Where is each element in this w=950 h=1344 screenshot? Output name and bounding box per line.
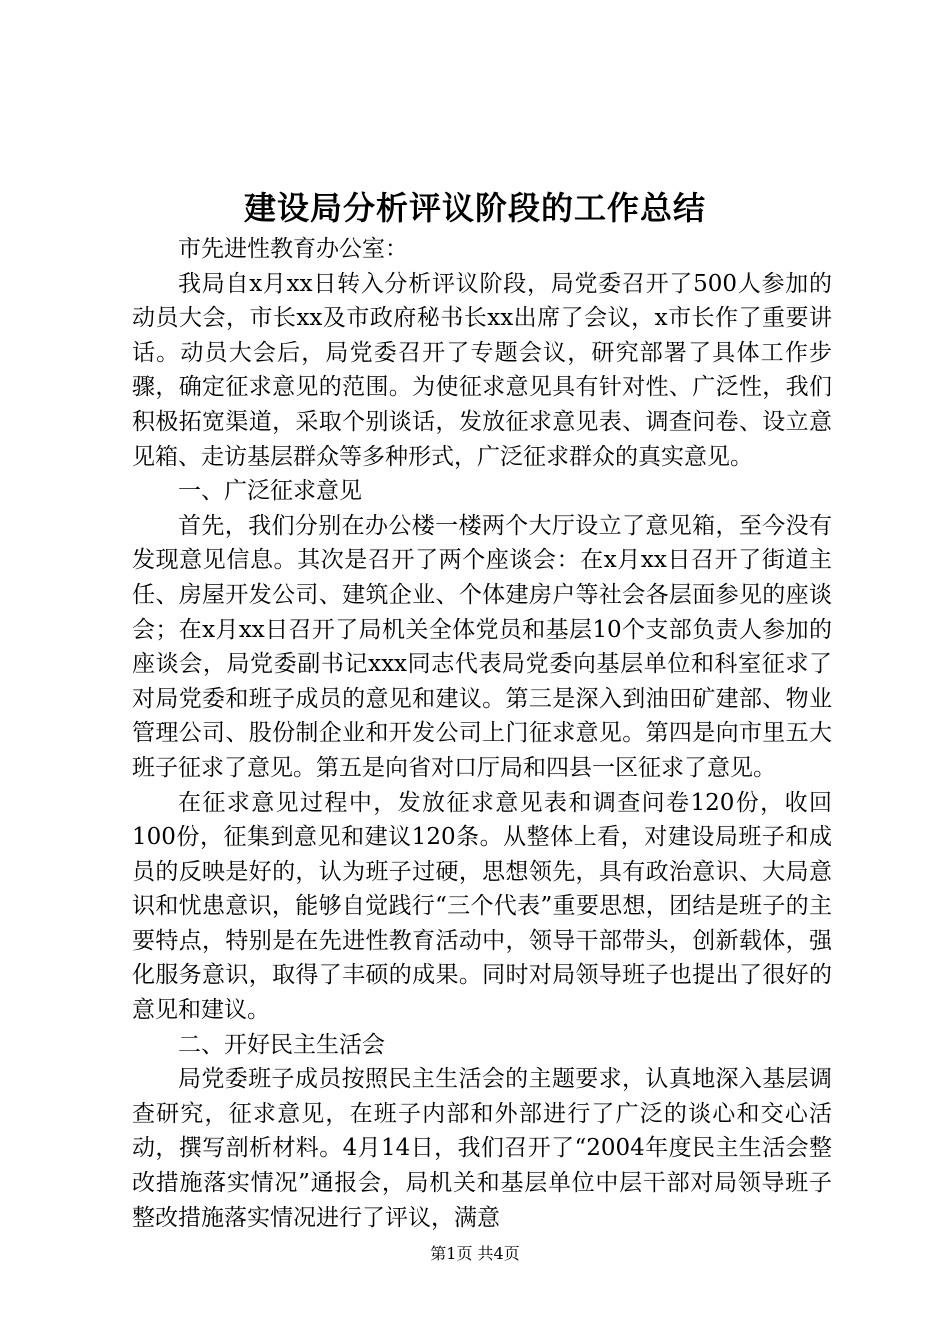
document-title: 建设局分析评议阶段的工作总结 [243,189,706,227]
section-2-paragraph-1: 局党委班子成员按照民主生活会的主题要求，认真地深入基层调查研究，征求意见，在班子内部和外部进行了广泛的谈心和交心活动，撰写剖析材料。4月14日，我们召开了“2004年度民主生活会整改措施落实情况”通报会，局机关和基层单位中层干部对局领导班子整改措施落实情况进行了评议，满意 [132,1066,832,1231]
document-body [132,232,832,1235]
section-heading-2: 二、开好民主生活会 [178,1031,385,1058]
page-footer: 第1页 共4页 [430,1244,520,1263]
section-1-paragraph-1: 首先，我们分别在办公楼一楼两个大厅设立了意见箱，至今没有发现意见信息。其次是召开了两个座谈会：在x月xx日召开了街道主任、房屋开发公司、建筑企业、个体建房户等社会各层面参见的座谈会；在x月xx日召开了局机关全体党员和基层10个支部负责人参加的座谈会，局党委副书记xxx同志代表局党委向基层单位和科室征求了对局党委和班子成员的意见和建议。第三是深入到油田矿建部、物业管理公司、股份制企业和开发公司上门征求意见。第四是向市里五大班子征求了意见。第五是向省对口厅局和四县一区征求了意见。 [132,512,832,781]
section-1-paragraph-2: 在征求意见过程中，发放征求意见表和调查问卷120份，收回100份，征集到意见和建议120条。从整体上看，对建设局班子和成员的反映是好的，认为班子过硬，思想领先，具有政治意识、大局意识和忧患意识，能够自觉践行“三个代表”重要思想，团结是班子的主要特点，特别是在先进性教育活动中，领导干部带头，创新载体，强化服务意识，取得了丰硕的成果。同时对局领导班子也提出了很好的意见和建议。 [132,789,832,1024]
intro-paragraph: 我局自x月xx日转入分析评议阶段，局党委召开了500人参加的动员大会，市长xx及市政府秘书长xx出席了会议，x市长作了重要讲话。动员大会后，局党委召开了专题会议，研究部署了具体工作步骤，确定征求意见的范围。为使征求意见具有针对性、广泛性，我们积极拓宽渠道，采取个别谈话，发放征求意见表、调查问卷、设立意见箱、走访基层群众等多种形式，广泛征求群众的真实意见。 [132,270,832,470]
salutation-paragraph: 市先进性教育办公室： [178,236,408,262]
section-heading-1: 一、广泛征求意见 [178,478,362,505]
